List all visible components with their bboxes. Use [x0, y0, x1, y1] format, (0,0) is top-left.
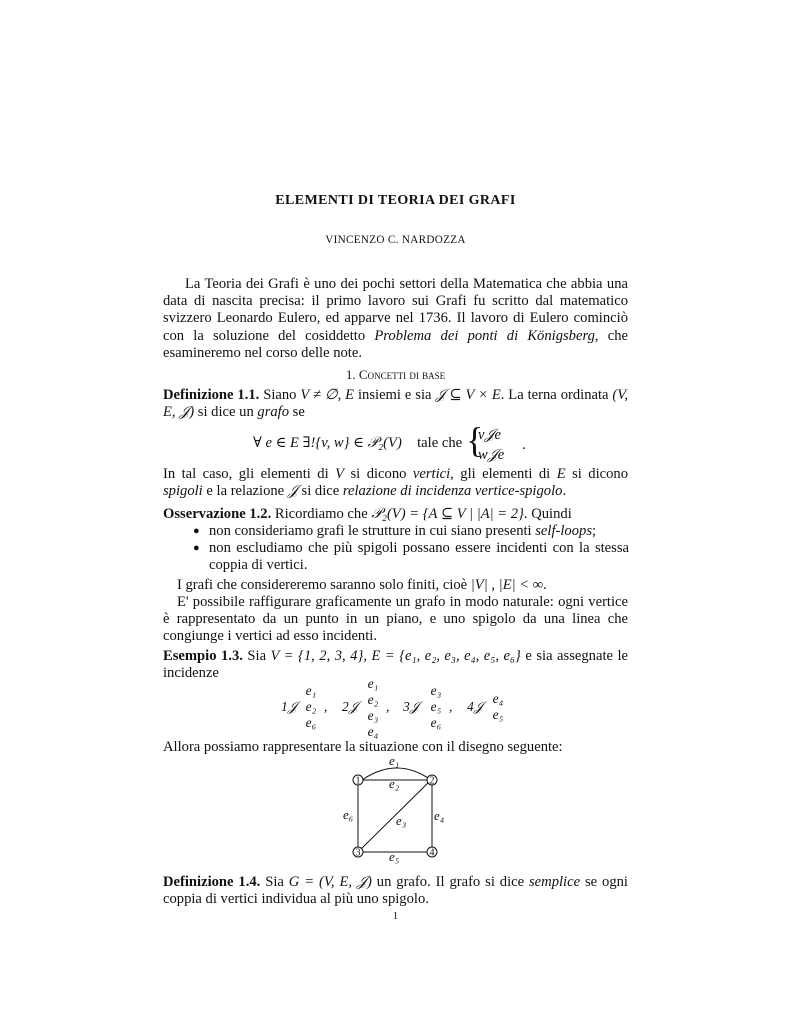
- incidence-separator: ,: [324, 699, 328, 714]
- text: In tal caso, gli elementi di: [163, 466, 336, 482]
- math: |V| , |E| < ∞: [470, 577, 544, 593]
- section-title: Concetti di base: [358, 367, 446, 382]
- edge-label: e₂: [389, 776, 400, 791]
- italic-term: semplice: [529, 874, 581, 890]
- list-item: [193, 540, 629, 574]
- text: .: [562, 483, 567, 500]
- representation-paragraph: [163, 594, 628, 646]
- text: se ogni coppia di vertici individua al più uno spigolo.: [163, 874, 628, 908]
- text: Ricordiamo che: [271, 506, 372, 522]
- page-number: 1: [392, 911, 399, 922]
- text: . La terna ordinata: [500, 387, 613, 403]
- incidence-separator: ,: [449, 699, 453, 714]
- vertex-label: 4: [429, 847, 435, 859]
- text: ,: [363, 648, 372, 664]
- figure-intro: Allora possiamo rappresentare la situazione con il disegno seguente:: [163, 739, 563, 755]
- incidence-separator: ,: [386, 699, 390, 714]
- math: 𝒥: [287, 483, 298, 500]
- definition-label: Definizione 1.4.: [163, 874, 261, 890]
- math: (V, E, 𝒥): [163, 387, 628, 421]
- incidence-vertex: 2𝒥: [342, 699, 359, 714]
- italic-term: grafo: [257, 404, 290, 421]
- incidence-edge: e₄: [367, 724, 379, 739]
- text: , gli elementi di: [450, 466, 557, 482]
- vertex-label: 3: [355, 847, 361, 859]
- example-label: Esempio 1.3.: [163, 648, 243, 664]
- incidence-edge: e₂: [367, 692, 379, 707]
- text: si dicono: [565, 466, 628, 482]
- definition-label: Definizione 1.1.: [163, 387, 260, 403]
- italic-term: relazione di incidenza vertice-spigolo: [342, 483, 563, 500]
- text: E' possibile raffigurare graficamente un grafo in modo naturale: ogni vertice è rappresentato da un punto in un piano, e uno spigolo da una linea che congiunge i vertici ad esso incidenti.: [163, 594, 628, 645]
- finite-remark: [163, 577, 628, 594]
- bullet-icon: ●: [193, 525, 200, 537]
- text: e sia assegnate le incidenze: [163, 648, 628, 682]
- brace-icon: {: [466, 420, 484, 460]
- definition-1-1: [163, 387, 628, 421]
- observation-1-2: [163, 506, 628, 523]
- text: I grafi che considereremo saranno solo finiti, cioè: [177, 577, 471, 593]
- text: ;: [592, 523, 597, 539]
- math: E: [556, 466, 566, 482]
- observation-label: Osservazione 1.2.: [163, 506, 272, 522]
- bullet-icon: ●: [193, 542, 200, 555]
- math: G = (V, E, 𝒥): [288, 874, 372, 890]
- after-definition: [163, 466, 628, 500]
- incidence-edge: e₆: [305, 715, 317, 730]
- edge-label: e₃: [396, 813, 407, 828]
- incidence-edge: e₃: [430, 683, 442, 698]
- incidence-vertex: 1𝒥: [281, 699, 298, 714]
- incidence-edge: e₁: [305, 683, 317, 698]
- edge-label: e₆: [343, 807, 354, 822]
- graph-figure: [330, 750, 460, 868]
- formula-top: v𝒥e: [478, 427, 502, 443]
- text: si dice: [297, 483, 343, 500]
- incidence-edge: e₅: [492, 707, 504, 722]
- text: e la relazione: [202, 483, 288, 500]
- text: insiemi e sia: [354, 387, 436, 403]
- vertex-label: 1: [355, 775, 361, 787]
- incidence-vertex: 4𝒥: [467, 699, 484, 714]
- italic-term: spigoli: [163, 483, 203, 500]
- italic-term: self-loops: [535, 523, 593, 539]
- intro-text-2: , che esamineremo nel corso delle note.: [163, 327, 629, 361]
- text: .: [543, 577, 547, 593]
- math: V ≠ ∅, E: [300, 387, 355, 403]
- text: non consideriamo grafi le strutture in cui siano presenti: [209, 523, 536, 539]
- bullet-list: [193, 523, 629, 575]
- incidence-edge: e₃: [367, 708, 379, 723]
- text: si dice un: [194, 404, 258, 421]
- incidence-edge: e₁: [367, 676, 379, 691]
- intro-italic: Problema dei ponti di Königsberg: [374, 327, 595, 344]
- incidence-edge: e₆: [430, 715, 442, 730]
- incidence-vertex: 3𝒥: [403, 699, 420, 714]
- formula-end: .: [522, 437, 526, 453]
- math: V = {1, 2, 3, 4}: [270, 648, 364, 664]
- text: . Quindi: [523, 506, 572, 522]
- text: un grafo. Il grafo si dice: [371, 874, 529, 890]
- italic-term: vertici: [412, 466, 451, 482]
- edge-label: e₅: [389, 849, 400, 864]
- math: V: [335, 466, 345, 482]
- incidence-edge: e₂: [305, 699, 317, 714]
- text: non escludiamo che più spigoli possano essere incidenti con la stessa coppia di vertici.: [209, 540, 629, 574]
- math: 𝒥 ⊆ V × E: [435, 387, 501, 403]
- section-number: 1.: [345, 367, 356, 382]
- formula-bottom: w𝒥e: [478, 447, 505, 463]
- vertex-label: 2: [429, 775, 435, 787]
- intro-text-1: La Teoria dei Grafi è uno dei pochi settori della Matematica che abbia una data di nascita precisa: il primo lavoro sui Grafi fu scritto dal matematico svizzero Leonardo Eulero, ed apparve nel 1736. Il lavoro di Eulero cominciò con la soluzione del cosiddetto: [163, 276, 628, 344]
- text: se: [289, 404, 305, 421]
- edge-label: e₄: [434, 808, 445, 823]
- math: 𝒫₂(V) = {A ⊆ V | |A| = 2}: [371, 506, 524, 522]
- author-name: VINCENZO C. NARDOZZA: [325, 234, 466, 246]
- text: Siano: [259, 387, 301, 403]
- edge-label: e₁: [389, 753, 400, 768]
- text: tale che: [417, 435, 463, 451]
- math: ∀ e ∈ E ∃!{v, w} ∈ 𝒫₂(V): [253, 435, 402, 451]
- example-1-3: [163, 648, 628, 682]
- section-heading: [0, 366, 791, 383]
- text: Sia: [242, 648, 271, 664]
- definition-1-4: [163, 874, 628, 908]
- math: E = {e₁, e₂, e₃, e₄, e₅, e₆}: [371, 648, 521, 664]
- text: Sia: [260, 874, 289, 890]
- incidence-edge: e₄: [492, 691, 504, 706]
- paper-title: ELEMENTI DI TEORIA DEI GRAFI: [275, 193, 516, 208]
- list-item: [193, 523, 629, 540]
- formula-left: [253, 435, 462, 452]
- text: si dicono: [344, 466, 413, 482]
- intro-paragraph: [163, 276, 628, 362]
- incidence-edge: e₅: [430, 699, 442, 714]
